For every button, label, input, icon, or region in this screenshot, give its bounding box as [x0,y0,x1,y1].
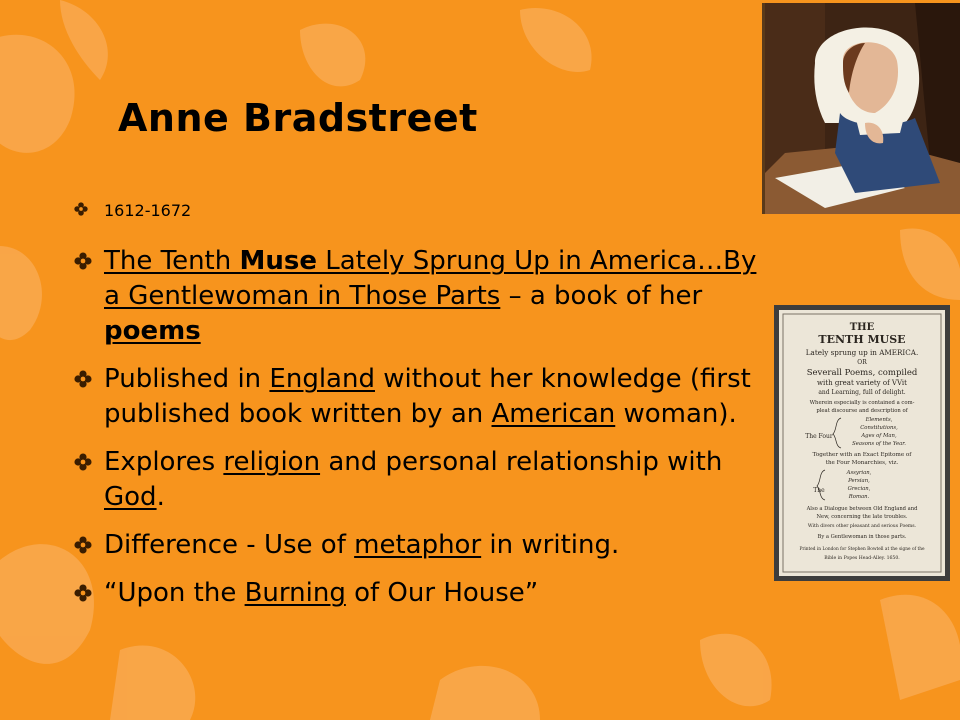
flower-bullet-icon [74,584,92,602]
bullet-text: Difference - Use of [104,530,355,560]
book-cover-page [779,310,945,576]
bullet-text: Explores [104,447,224,477]
flower-bullet-icon [74,252,92,270]
book-line: New, concerning the late troubles. [816,514,908,520]
book-line: the Four Monarchies, viz. [825,460,899,466]
bullet-text: “Upon the [104,578,245,608]
book-line: The Four [805,433,833,440]
book-line: OR [857,359,867,366]
book-line: The [813,487,825,494]
book-line: Lately sprung up in AMERICA. [805,348,919,357]
book-line: With divers other pleasant and serious Poems. [807,524,917,529]
bullet-text: Published in [104,364,270,394]
book-line: Assyrian, [846,470,872,476]
bullet-published [70,362,760,432]
book-line: Elements, [865,417,893,423]
book-title-bold: Muse [239,246,317,276]
book-line: Printed in London for Stephen Bowtell at the signe of the [799,547,925,552]
book-line: Seasons of the Year. [852,441,906,447]
book-line: Bible in Popes Head-Alley. 1650. [824,556,900,561]
flower-bullet-icon [74,453,92,471]
religion-keyword: religion [223,447,321,477]
bullet-text: woman). [615,399,737,429]
bullet-text: . [156,482,165,512]
metaphor-keyword: metaphor [354,530,482,560]
god-keyword: God [104,482,157,512]
bullet-text: of Our House” [345,578,539,608]
book-line: with great variety of VVit [817,379,907,387]
book-line: pleat discourse and description of [816,408,908,414]
bullet-metaphor [70,528,760,563]
portrait-painting-icon [765,3,960,214]
flower-bullet-icon [74,536,92,554]
bullet-text: and personal relationship with [320,447,723,477]
bullet-text: 1612-1672 [104,201,192,220]
bullet-text: without her knowledge (first published book written by an [104,364,751,429]
bullet-text: in writing. [481,530,620,560]
england-keyword: England [269,364,375,394]
book-line: Together with an Exact Epitome of [812,452,912,458]
bullet-tenth-muse [70,244,760,349]
book-line: THE [849,322,875,333]
bullet-list [70,200,760,624]
book-line: Grecian, [847,486,871,492]
book-line: Roman. [848,494,870,500]
book-cover-image [774,305,950,581]
bullet-years [70,200,760,222]
poems-keyword: poems [104,316,201,346]
bullet-text: – a book of her [500,281,703,311]
book-title-part: Lately Sprung Up in America…By a Gentlewoman in Those Parts [104,246,757,311]
book-line: TENTH MUSE [818,333,906,346]
book-title-part: The Tenth [104,246,240,276]
book-line: Wherein especially is contained a com- [809,400,915,406]
bullet-religion [70,445,760,515]
bullet-poem-title [70,576,760,611]
book-line: Also a Dialogue between Old England and [806,506,918,512]
book-line: By a Gentlewoman in those parts. [817,534,907,540]
book-line: Constitutions, [860,425,898,431]
flower-bullet-icon [74,370,92,388]
burning-keyword: Burning [244,578,346,608]
portrait-painting [762,3,960,214]
slide-title: Anne Bradstreet [118,96,478,140]
flower-bullet-icon [74,202,88,216]
book-line: Ages of Man, [861,433,897,439]
book-line: and Learning, full of delight. [818,389,906,396]
american-keyword: American [491,399,616,429]
book-line: Severall Poems, compiled [806,368,918,378]
book-line: Persian, [848,478,870,484]
